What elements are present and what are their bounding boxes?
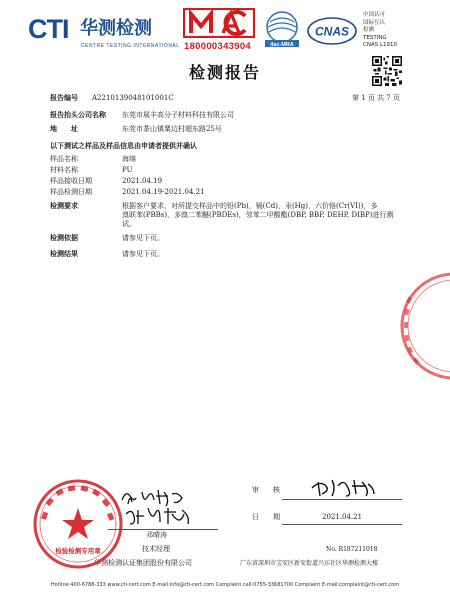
cert-number: No. R187211018: [326, 546, 378, 553]
report-no-value: A2210139048101001C: [92, 94, 174, 102]
cnas-logo-icon: [307, 16, 357, 46]
stamp-text: 检验检测专用章: [55, 547, 101, 555]
signer-title: 技术经理: [142, 545, 170, 553]
cnas-cert-note: 中国认可 国际互认 检测 TESTING CNAS L1910: [363, 12, 398, 49]
ilac-mra-logo-icon: [262, 10, 302, 48]
requirement-line: 溴联苯(PBBs)，多溴二苯醚(PBDEs)，邻苯二甲酸酯(DBP, BBP, DEHP, DIBP)进行测: [122, 211, 394, 219]
field-label: 样品检测日期: [50, 188, 92, 196]
requirement-label: 检测要求: [50, 202, 78, 210]
address-value: 东莞市茶山镇粟边村超东路25号: [122, 125, 222, 133]
logo-en-name: CENTRE TESTING INTERNATIONAL: [81, 43, 180, 49]
company-value: 东莞市展丰高分子材料科技有限公司: [122, 111, 234, 119]
date-value: 2021.04.21: [322, 513, 363, 521]
cnas-label: CNAS: [314, 24, 350, 39]
footer-contact: Hotline:400-6788-333 www.cti-cert.com E-mail:info@cti-cert.com Complaint call:0755-33681700 Complaint E-mail:complaint@cti-cert.com: [50, 582, 400, 588]
company-name: 华测检测认证集团股份有限公司: [94, 559, 192, 567]
partial-seal-stamp-icon: [392, 268, 450, 388]
cma-logo-icon: [183, 8, 255, 38]
logo-mark: CTI: [28, 14, 69, 44]
field-value: 2021.04.19-2021.04.21: [122, 188, 205, 196]
page-indicator: 第 1 页 共 7 页: [351, 94, 400, 102]
report-no-label: 报告编号: [50, 94, 78, 102]
field-value: 2021.04.19: [122, 177, 163, 185]
signer-name: 邓晴涛: [146, 531, 167, 539]
reviewer-signature-image: [308, 474, 378, 500]
result-value: 请参见下页。: [122, 250, 164, 258]
basis-value: 请参见下页。: [122, 234, 164, 242]
basis-label: 检测依据: [50, 234, 78, 242]
cma-number: 180000343904: [184, 41, 252, 52]
field-value: PU: [122, 166, 133, 174]
lab-address: 广东省深圳市宝安区新安街道兴东社区华测检测大楼: [240, 560, 379, 567]
qr-code-icon[interactable]: [372, 56, 402, 86]
ilac-label: ilac-MRA: [270, 41, 294, 48]
address-label: 地 址: [50, 125, 78, 133]
logo-cn-name: 华测检测: [80, 18, 152, 39]
sample-notice: 以下测试之样品及样品信息由申请者提供并确认: [50, 142, 197, 150]
result-label: 检测结果: [50, 250, 78, 258]
review-label: 审 核: [252, 486, 280, 494]
signature-line: [108, 529, 218, 530]
field-label: 样品名称: [50, 155, 78, 163]
date-line: [282, 524, 402, 525]
company-label: 报告抬头公司名称: [50, 111, 106, 119]
cti-logo: [28, 14, 180, 49]
requirement-line: 试。: [122, 220, 136, 228]
field-label: 样品接收日期: [50, 177, 92, 185]
signature-image: [122, 504, 194, 528]
page-title: 检测报告: [188, 63, 261, 82]
field-value: 海绵: [122, 155, 136, 163]
date-label: 日 期: [252, 513, 280, 521]
requirement-line: 根据客户要求，对所提交样品中的铅(Pb)，镉(Cd)，汞(Hg)，六价铬(Cr(VI))，多: [122, 202, 378, 210]
seal-stamp-icon: [32, 478, 124, 570]
review-line: [282, 499, 402, 500]
field-label: 材料名称: [50, 166, 78, 174]
